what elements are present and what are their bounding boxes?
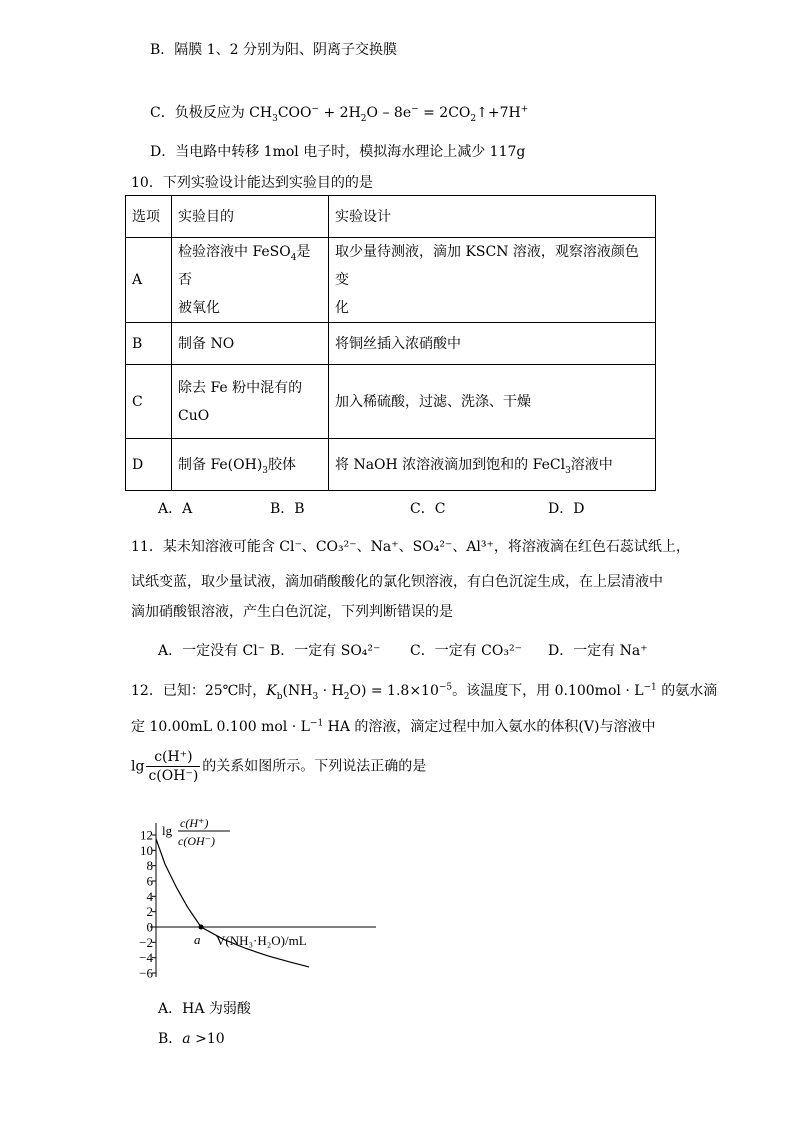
table-header-cell: 实验设计 xyxy=(329,196,656,238)
table-row xyxy=(126,365,656,439)
design-cell: 取少量待测液，滴加 KSCN 溶液，观察溶液颜色变 化 xyxy=(329,238,656,323)
y-tick-label: 4 xyxy=(146,888,153,904)
q11-option-c: C．一定有 CO₃²⁻ xyxy=(410,643,522,659)
table-row xyxy=(126,323,656,365)
q12-option-a: A．HA 为弱酸 xyxy=(158,1001,251,1017)
chart-ticks xyxy=(139,828,156,981)
y-tick-label: 6 xyxy=(146,873,153,889)
option-cell: B xyxy=(126,323,172,365)
x-axis-label: V(NH₃·H₂O)/mL xyxy=(216,933,307,948)
q11-line2: 试纸变蓝，取少量试液，滴加硝酸酸化的氯化钡溶液，有白色沉淀生成，在上层清液中 xyxy=(131,574,663,590)
q10-answer-d: D．D xyxy=(548,501,585,517)
y-axis-label: lg xyxy=(162,823,173,838)
q9-option-b: B．隔膜 1、2 分别为阳、阴离子交换膜 xyxy=(150,42,398,58)
point-a-marker xyxy=(199,925,204,930)
q11-option-a: A．一定没有 Cl⁻ xyxy=(158,643,266,659)
y-tick-label: −2 xyxy=(139,934,153,950)
goal-cell: 除去 Fe 粉中混有的 CuO xyxy=(172,365,329,439)
y-tick-label: 12 xyxy=(140,827,153,843)
q12-option-b: B．a >10 xyxy=(158,1031,225,1047)
goal-cell: 制备 NO xyxy=(172,323,329,365)
design-cell: 加入稀硫酸，过滤、洗涤、干燥 xyxy=(329,365,656,439)
option-cell: D xyxy=(126,439,172,491)
option-cell: A xyxy=(126,238,172,323)
y-tick-label: 10 xyxy=(140,842,153,858)
point-a-label: a xyxy=(194,932,201,947)
y-tick-label: 0 xyxy=(146,919,153,935)
titration-chart xyxy=(128,805,388,995)
table-header-row xyxy=(126,196,656,238)
table-header-cell: 选项 xyxy=(126,196,172,238)
q10-answer-c: C．C xyxy=(410,501,446,517)
q9-option-c: C．负极反应为 $CH_3COO^- + 2H_2O - 8e^-$ = $2CO_2↑+7H^+$ xyxy=(150,104,529,124)
table-row xyxy=(126,238,656,323)
table-header-cell: 实验目的 xyxy=(172,196,329,238)
q12-line2: 定 10.00mL 0.100 mol · $L^{-1}$ HA 的溶液，滴定过程中加入氨水的体积(V)与溶液中 xyxy=(131,718,656,735)
option-cell: C xyxy=(126,365,172,439)
q10-answer-b: B．B xyxy=(270,501,305,517)
q12-line3: lg $\frac{c(H^+)}{c(OH^-)}$ 的关系如图所示。下列说法正确的是 xyxy=(131,749,427,784)
concentration-ratio-fraction: $\frac{c(H^+)}{c(OH^-)}$ xyxy=(148,749,199,784)
y-tick-label: −6 xyxy=(139,965,153,981)
q11-option-d: D．一定有 Na⁺ xyxy=(548,643,648,659)
table-row xyxy=(126,439,656,491)
design-cell: 将铜丝插入浓硝酸中 xyxy=(329,323,656,365)
goal-cell: 制备 $Fe(OH)_3$胶体 xyxy=(172,439,329,491)
q10-answer-a: A．A xyxy=(158,501,193,517)
y-axis-label-denominator: c(OH⁻) xyxy=(178,834,215,848)
q10-stem: 10．下列实验设计能达到实验目的的是 xyxy=(131,175,373,191)
y-tick-label: −4 xyxy=(139,950,153,966)
y-tick-label: 8 xyxy=(146,858,153,874)
q11-line3: 滴加硝酸银溶液，产生白色沉淀，下列判断错误的是 xyxy=(131,604,453,620)
y-axis-label-numerator: c(H⁺) xyxy=(180,816,209,830)
q12-line1: 12．已知：25℃时，$K_b(NH_3 \cdot H_2O) = 1.8\times 10^{-5}$。该温度下，用 $0.100mol \cdot L^{-1}$ 的氨水滴 xyxy=(131,682,718,702)
experiment-table xyxy=(125,195,656,491)
y-tick-label: 2 xyxy=(146,904,153,920)
goal-cell: 检验溶液中 FeSO$_4$是否 被氧化 xyxy=(172,238,329,323)
q11-line1: 11．某未知溶液可能含 Cl⁻、CO₃²⁻、Na⁺、SO₄²⁻、Al³⁺，将溶液滴在红色石蕊试纸上， xyxy=(131,539,690,555)
design-cell: 将 NaOH 浓溶液滴加到饱和的 FeCl$_3$溶液中 xyxy=(329,439,656,491)
q9-option-d: D．当电路中转移 1mol 电子时，模拟海水理论上减少 117g xyxy=(150,144,526,160)
q11-option-b: B．一定有 SO₄²⁻ xyxy=(270,643,381,659)
